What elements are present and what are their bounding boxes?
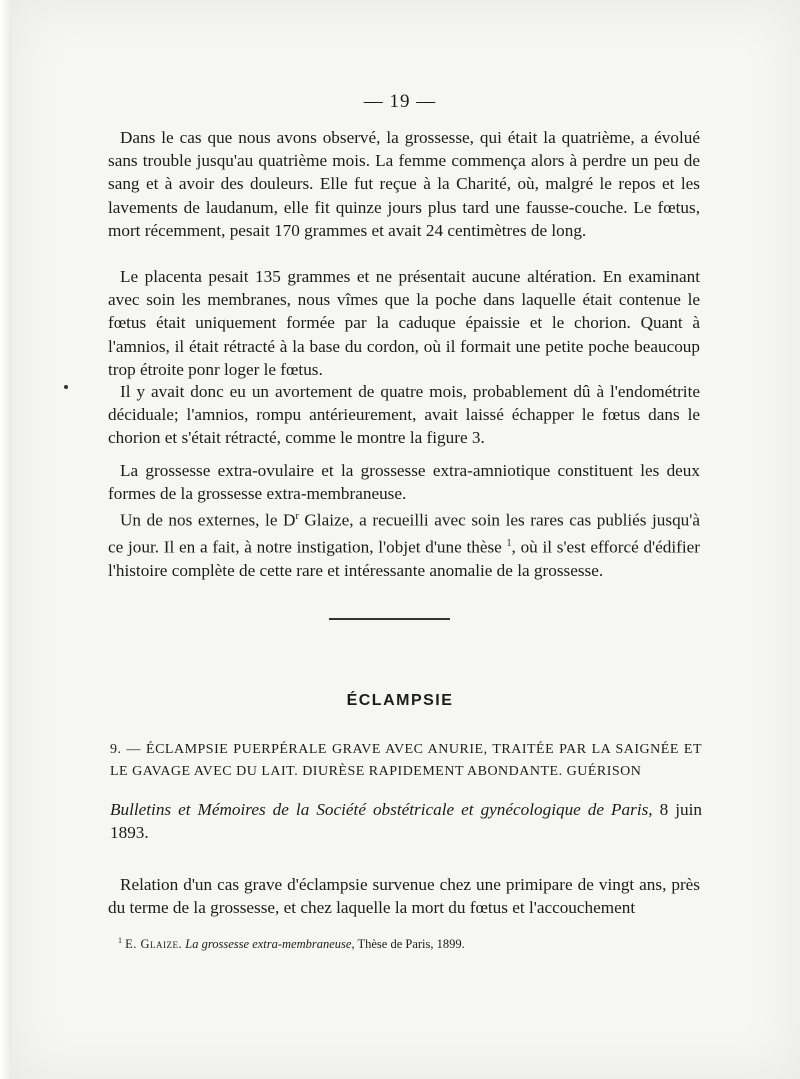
footnote-reference[interactable]: 1 [506,537,512,549]
footnote [118,933,710,952]
footnote-marker: 1 [118,936,122,945]
paragraph-4: La grossesse extra-ovulaire et la grossesse extra-amniotique constituent les deux formes de la grossesse extra-membraneuse. [108,461,700,504]
p5-text-c: , où il s'est efforcé d'édifier l'histoire complète de cette rare et intéressante anomalie de la grossesse. [108,537,700,580]
p5-text-a: Un de nos externes, le D [120,510,296,530]
case-title: 9. — ÉCLAMPSIE PUERPÉRALE GRAVE AVEC ANURIE, TRAITÉE PAR LA SAIGNÉE ET LE GAVAGE AVEC DU LAIT. DIURÈSE RAPIDEMENT ABONDANTE. GUÉRISON [110,742,702,779]
section-divider [329,618,450,620]
source-journal: Bulletins et Mémoires de la Société obstétricale et gynécologique de Paris, [110,800,653,819]
paragraph-5 [108,505,700,582]
source-date: 8 juin 1893. [110,800,702,842]
case-source [110,798,702,844]
paragraph-2: Le placenta pesait 135 grammes et ne présentait aucune altération. En examinant avec soin les membranes, nous vîmes que la poche dans laquelle était contenue le fœtus était uniquement formée par la caduque épaissie et le chorion. Quant à l'amnios, il était rétracté à la base du cordon, où il formait une petite poche beaucoup trop étroite ponr loger le fœtus. [108,267,700,379]
footnote-title: La grossesse extra-membraneuse, [185,937,355,952]
p5-text-b: Glaize, a recueilli avec soin les rares cas publiés jusqu'à ce jour. Il en a fait, à notre instigation, l'objet d'une thèse [108,510,700,557]
footnote-rest: Thèse de Paris, 1899. [354,937,465,952]
section-title: ÉCLAMPSIE [346,692,454,709]
p5-superscript: r [295,511,299,522]
paragraph-1: Dans le cas que nous avons observé, la grossesse, qui était la quatrième, a évolué sans trouble jusqu'au quatrième mois. La femme commença alors à perdre un peu de sang et à avoir des douleurs. Elle fut reçue à la Charité, où, malgré le repos et les lavements de laudanum, elle fit quinze jours plus tard une fausse-couche. Le fœtus, mort récemment, pesait 170 grammes et avait 24 centimètres de long. [108,128,700,240]
page-edge [0,0,12,1079]
footnote-author: E. Glaize. [125,937,183,952]
paragraph-6: Relation d'un cas grave d'éclampsie survenue chez une primipare de vingt ans, près du terme de la grossesse, et chez laquelle la mort du fœtus et l'accouchement [108,875,700,918]
margin-dot [64,385,68,389]
page-number: — 19 — [363,91,437,112]
paragraph-3: Il y avait donc eu un avortement de quatre mois, probablement dû à l'endométrite déciduale; l'amnios, rompu antérieurement, avait laissé échapper le fœtus dans le chorion et s'était rétracté, comme le montre la figure 3. [108,382,700,448]
